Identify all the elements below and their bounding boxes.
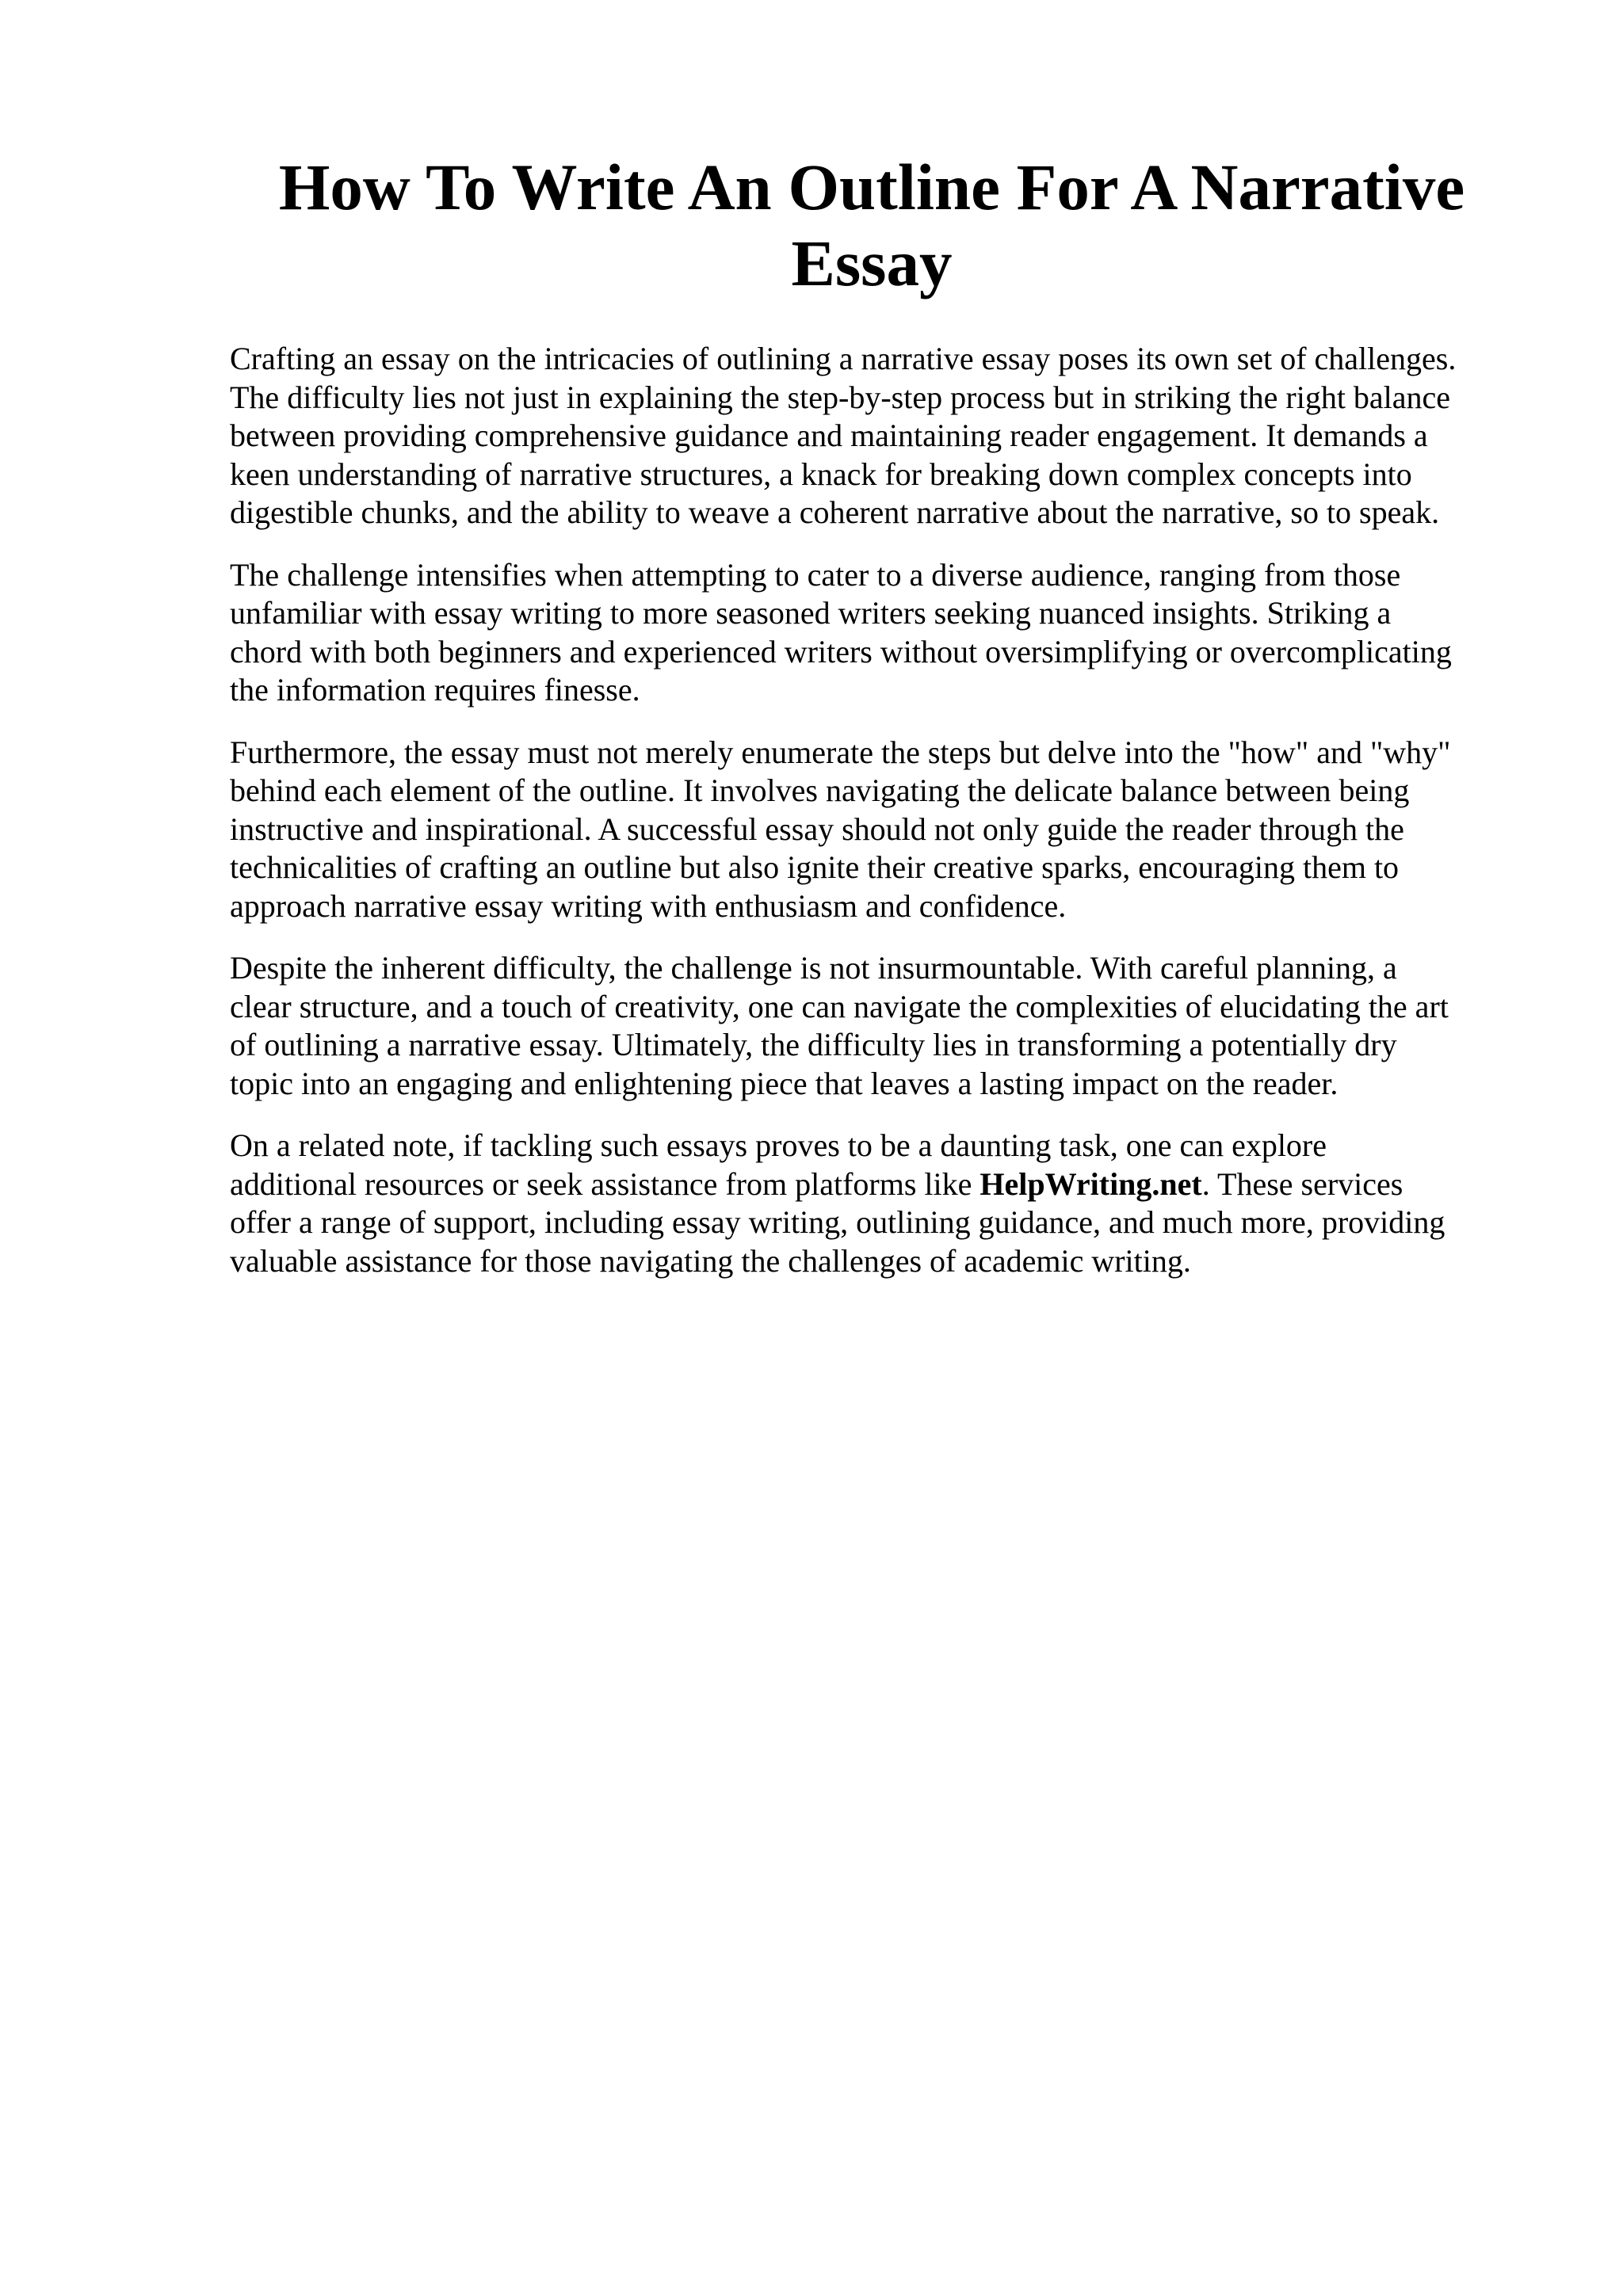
paragraph-3 [230,734,1498,926]
text-line: behind each element of the outline. It involves navigating the delicate balance between being [230,772,1410,808]
text-line: between providing comprehensive guidance and maintaining reader engagement. It demands a [230,418,1428,453]
text-line: Despite the inherent difficulty, the challenge is not insurmountable. With careful planning, a [230,950,1397,986]
text-line: Crafting an essay on the intricacies of outlining a narrative essay poses its own set of challenges. [230,341,1457,376]
text-line: the information requires finesse. [230,672,640,707]
text-segment: additional resources or seek assistance from platforms like [230,1165,980,1202]
text-line: On a related note, if tackling such essays proves to be a daunting task, one can explore [230,1127,1327,1163]
text-line: approach narrative essay writing with enthusiasm and confidence. [230,887,1067,924]
text-line: chord with both beginners and experienced writers without oversimplifying or overcomplicating [230,633,1452,669]
text-line: clear structure, and a touch of creativity, one can navigate the complexities of elucidating the art [230,988,1449,1024]
text-line: digestible chunks, and the ability to weave a coherent narrative about the narrative, so to speak. [230,494,1440,530]
text-line: of outlining a narrative essay. Ultimately, the difficulty lies in transforming a potentially dry [230,1027,1397,1062]
paragraph-4 [230,949,1498,1103]
text-line: offer a range of support, including essay writing, outlining guidance, and much more, providing [230,1204,1445,1240]
helpwriting-link[interactable]: HelpWriting.net [980,1165,1202,1202]
paragraph-2 [230,556,1498,710]
text-line: The challenge intensifies when attempting to cater to a diverse audience, ranging from those [230,556,1401,593]
text-line: instructive and inspirational. A successful essay should not only guide the reader through the [230,810,1404,847]
page-title: How To Write An Outline For A Narrative Essay [278,151,1465,299]
text-line: valuable assistance for those navigating the challenges of academic writing. [230,1242,1191,1279]
text-line: topic into an engaging and enlightening piece that leaves a lasting impact on the reader. [230,1065,1338,1101]
paragraph-1 [230,340,1498,532]
text-segment: . These services [1201,1165,1403,1202]
text-line-with-link [230,1165,1498,1204]
text-line: The difficulty lies not just in explaining the step-by-step process but in striking the right balance [230,379,1451,415]
document-body [230,340,1498,1304]
text-line: Furthermore, the essay must not merely enumerate the steps but delve into the "how" and "why" [230,734,1451,770]
text-line: unfamiliar with essay writing to more seasoned writers seeking nuanced insights. Striking a [230,595,1392,631]
text-line: keen understanding of narrative structures, a knack for breaking down complex concepts into [230,456,1412,492]
text-line: technicalities of crafting an outline but also ignite their creative sparks, encouraging them to [230,849,1400,885]
paragraph-5 [230,1127,1498,1280]
